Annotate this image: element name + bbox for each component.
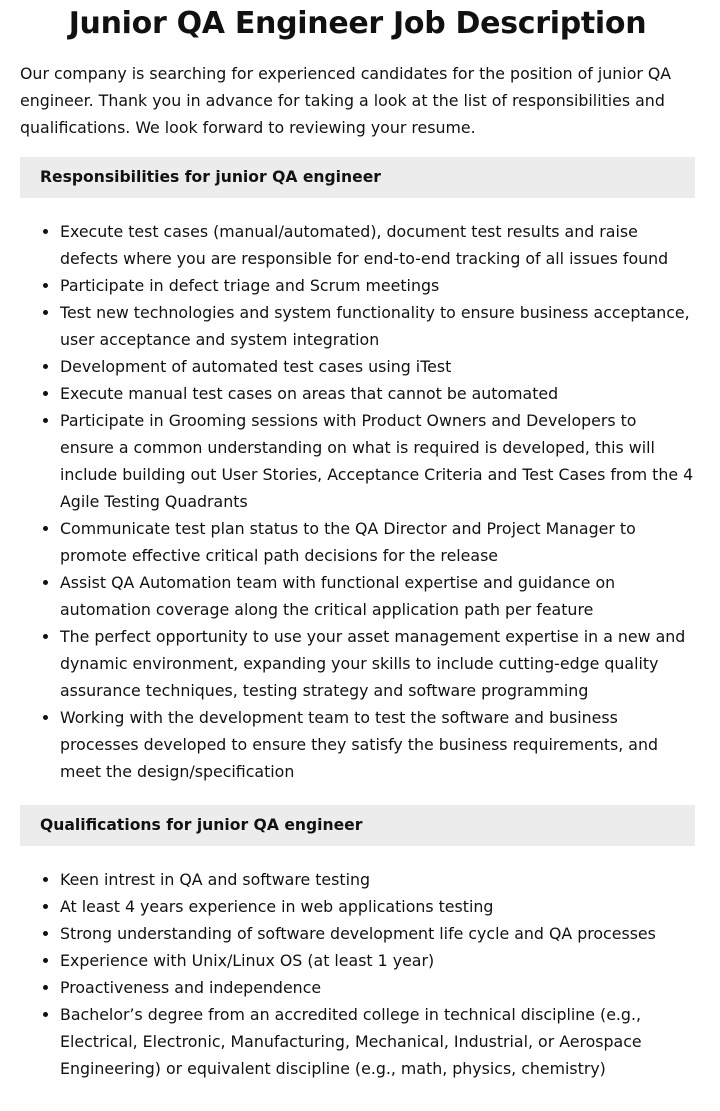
list-item: • Test new technologies and system functionality to ensure business acceptance, user acceptance and system integration bbox=[60, 299, 695, 353]
list-item: • Execute test cases (manual/automated), document test results and raise defects where you are responsible for end-to-end tracking of all issues found bbox=[60, 218, 695, 272]
responsibilities-heading: Responsibilities for junior QA engineer bbox=[20, 157, 695, 198]
list-item: • Strong understanding of software development life cycle and QA processes bbox=[60, 920, 695, 947]
list-item: • Execute manual test cases on areas that cannot be automated bbox=[60, 380, 695, 407]
page-title: Junior QA Engineer Job Description bbox=[68, 6, 647, 41]
list-item: • Proactiveness and independence bbox=[60, 974, 695, 1001]
list-item: • Communicate test plan status to the QA Director and Project Manager to promote effective critical path decisions for the release bbox=[60, 515, 695, 569]
list-item: • Participate in Grooming sessions with Product Owners and Developers to ensure a common understanding on what is required is developed, this will include building out User Stories, Acceptance Criteria and Test Cases from the 4 Agile Testing Quadrants bbox=[60, 407, 695, 515]
list-item: • Development of automated test cases using iTest bbox=[60, 353, 695, 380]
list-item: • Experience with Unix/Linux OS (at least 1 year) bbox=[60, 947, 695, 974]
list-item: • At least 4 years experience in web applications testing bbox=[60, 893, 695, 920]
qualifications-list bbox=[20, 866, 695, 1082]
list-item: • The perfect opportunity to use your asset management expertise in a new and dynamic environment, expanding your skills to include cutting-edge quality assurance techniques, testing strategy and software programming bbox=[60, 623, 695, 704]
intro-paragraph: Our company is searching for experienced candidates for the position of junior QA engineer. Thank you in advance for taking a look at the list of responsibilities and qualifications. We look forward to reviewing your resume. bbox=[20, 64, 672, 137]
list-item: • Participate in defect triage and Scrum meetings bbox=[60, 272, 695, 299]
list-item: • Bachelor’s degree from an accredited college in technical discipline (e.g., Electrical, Electronic, Manufacturing, Mechanical, Industrial, or Aerospace Engineering) or equivalent discipline (e.g., math, physics, chemistry) bbox=[60, 1001, 695, 1082]
list-item: • Assist QA Automation team with functional expertise and guidance on automation coverage along the critical application path per feature bbox=[60, 569, 695, 623]
responsibilities-list bbox=[20, 218, 695, 785]
list-item: • Keen intrest in QA and software testing bbox=[60, 866, 695, 893]
qualifications-heading: Qualifications for junior QA engineer bbox=[20, 805, 695, 846]
list-item: • Working with the development team to test the software and business processes developed to ensure they satisfy the business requirements, and meet the design/specification bbox=[60, 704, 695, 785]
